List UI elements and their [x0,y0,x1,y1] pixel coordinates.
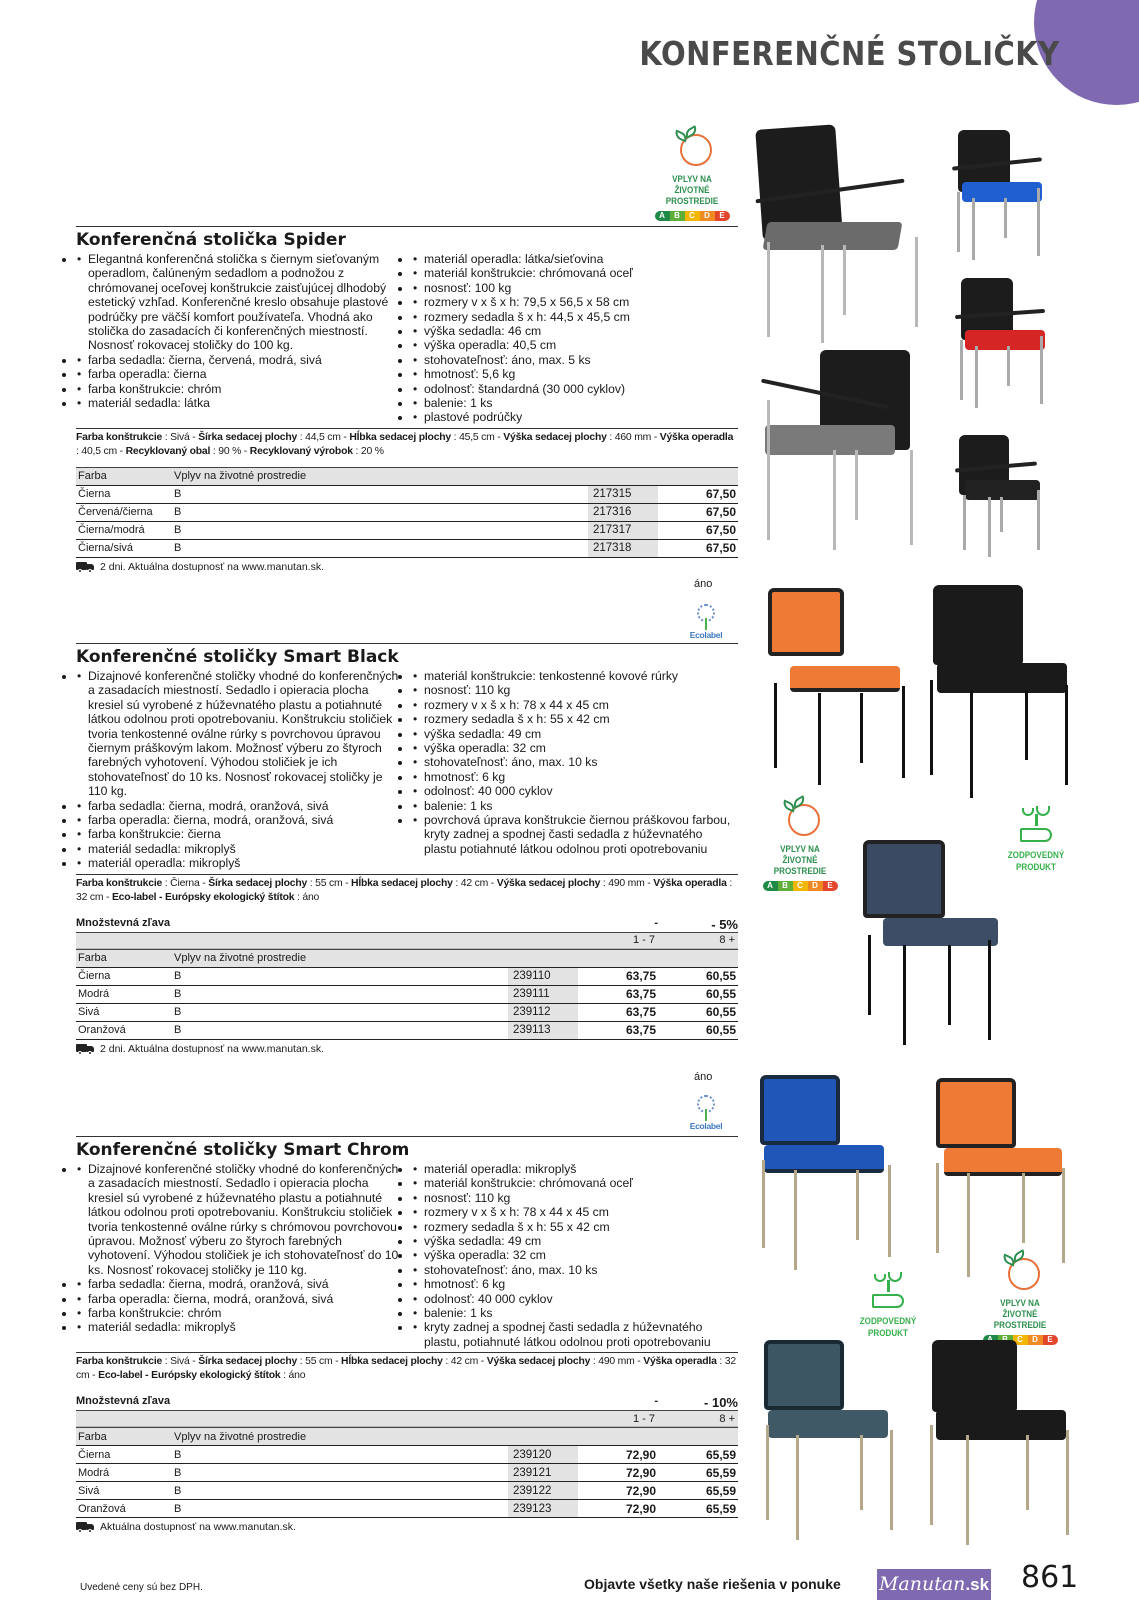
table-row: Sivá B 239112 63,75 60,55 [78,1005,736,1020]
vat-note: Uvedené ceny sú bez DPH. [80,1582,203,1593]
price-table: Farba Vplyv na životné prostredie Čierna B 239110 63,75 60,55 Modrá B 239111 63,75 60,55 Sivá B 239112 63,75 60,55 Oranžová B 239113 63,75 60,55 [76,949,738,1040]
product-title: Konferenčné stoličky Smart Black [76,647,399,667]
product-code[interactable]: 239123 [508,1500,578,1518]
chair-image-smart-black [925,585,1075,795]
table-row: Čierna/sivá B 217318 67,50 [78,541,736,556]
table-row: Modrá B 239111 63,75 60,55 [78,987,736,1002]
chair-image-chrom-black [926,1340,1076,1550]
truck-icon [76,1522,94,1532]
responsible-product-badge: ZODPOVEDNÝ PRODUKT [848,1272,928,1340]
features-right: • • materiál konštrukcie: tenkostenné kovové rúrky • • nosnosť: 110 kg • • rozmery v x š x h: 78 x 44 x 45 cm • • rozmery sedadla š x h: 55 x 42 cm • • výška sedadla: 49 cm • • výška operadla: 32 cm • • stohovateľnosť: áno, max. 10 ks • • hmotnosť: 6 kg • • odolnosť: 40 000 cyklov • • balenie: 1 ks • • povrchová úprava konštrukcie čiernou práškovou farbou, kryty zadnej a spodnej časti sedadla z húževnatého plastu potiahnuté látkou odolnou proti opotrebovaniu [412,669,738,871]
ecolabel-badge: Ecolabel [686,1095,726,1131]
quantity-discount: Množstevná zľava - - 10% [76,1395,738,1411]
chair-image-spider-blue [952,130,1052,265]
features-left: • • Elegantná konferenčná stolička s čiernym sieťovaným operadlom, čalúneným sedadlom a podnožou z chrómovanej oceľovej konštrukcie zaisťujúcej dlhodobý estetický vzhľad. Konferenčné kreslo obsahuje plastové podrúčky pre väčší komfort používateľa. Vhodná ako stolička do zasadacích či konferenčných miestností. Nosnosť rokovacej stoličky do 100 kg. • • farba sedadla: čierna, červená, modrá, sivá • • farba operadla: čierna • • farba konštrukcie: chróm • • materiál sedadla: látka [76,252,412,425]
table-row: Oranžová B 239113 63,75 60,55 [78,1023,736,1038]
table-row: Čierna/modrá B 217317 67,50 [78,523,736,538]
product-code[interactable]: 239110 [508,967,578,985]
eco-impact-badge: VPLYV NA ŽIVOTNÉ PROSTREDIE A B C D E [644,128,740,221]
manutan-logo[interactable]: Manutan.sk [877,1569,991,1600]
product-title: Konferenčné stoličky Smart Chrom [76,1140,410,1160]
table-row: Červená/čierna B 217316 67,50 [78,505,736,520]
product-section-spider [76,226,738,573]
features-right: • • materiál operadla: mikroplyš • • materiál konštrukcie: chrómovaná oceľ • • nosnosť: 110 kg • • rozmery v x š x h: 78 x 44 x 45 cm • • rozmery sedadla š x h: 55 x 42 cm • • výška sedadla: 49 cm • • výška operadla: 32 cm • • stohovateľnosť: áno, max. 10 ks • • hmotnosť: 6 kg • • odolnosť: 40 000 cyklov • • balenie: 1 ks • • kryty zadnej a spodnej časti sedadla z húževnatého plastu, potiahnuté látkou odolnou proti opotrebovaniu [412,1162,738,1349]
product-code[interactable]: 217317 [588,521,658,539]
ecolabel-badge: Ecolabel [686,604,726,640]
table-row: Oranžová B 239123 72,90 65,59 [78,1501,736,1516]
chair-image-chrom-orange [932,1078,1072,1278]
product-code[interactable]: 239111 [508,985,578,1003]
chair-image-spider-grey-back [755,350,915,550]
eu-flower-icon [694,604,718,630]
product-code[interactable]: 239113 [508,1021,578,1039]
chair-image-spider-red [955,278,1055,413]
delivery-info: 2 dni. Aktuálna dostupnosť na www.manutan.sk. [76,561,738,573]
product-code[interactable]: 239121 [508,1464,578,1482]
eco-impact-badge: VPLYV NA ŽIVOTNÉ PROSTREDIE A B C D E [752,798,848,891]
truck-icon [76,1044,94,1054]
chair-image-smart-orange [760,588,900,778]
spec-line: Farba konštrukcie : Čierna - Šírka sedacej plochy : 55 cm - Hĺbka sedacej plochy : 42 cm - Výška sedacej plochy : 490 mm - Výška operadla : 32 cm - Eco-label - Európsky ekologický štítok : áno [76,874,738,905]
product-code[interactable]: 217316 [588,503,658,521]
ecolabel-value: áno [694,1071,713,1083]
eco-impact-badge: VPLYV NA ŽIVOTNÉ PROSTREDIE C D E [972,1252,1068,1345]
globe-leaf-icon [998,1252,1042,1292]
product-code[interactable]: 217315 [588,485,658,503]
delivery-info: 2 dni. Aktuálna dostupnosť na www.manutan.sk. [76,1043,738,1055]
table-row: Čierna B 239110 63,75 60,55 [78,969,736,984]
eco-scale: A B C D E [644,211,740,221]
product-section-smart-chrom [76,1136,738,1533]
product-code[interactable]: 239112 [508,1003,578,1021]
sprout-hand-icon [868,1272,908,1312]
responsible-product-badge: ZODPOVEDNÝ PRODUKT [996,806,1076,874]
globe-leaf-icon [778,798,822,838]
table-row: Čierna B 239120 72,90 65,59 [78,1447,736,1462]
chair-image-chrom-blue [756,1075,896,1265]
quantity-tiers: 1 - 7 8 + [76,1410,738,1427]
page-title: KONFERENČNÉ STOLIČKY [639,34,1060,73]
chair-image-spider-black [955,435,1050,560]
page-number: 861 [1021,1560,1079,1595]
truck-icon [76,562,94,572]
chair-image-chrom-grey [760,1340,900,1540]
spec-line: Farba konštrukcie : Sivá - Šírka sedacej plochy : 44,5 cm - Hĺbka sedacej plochy : 45,5 cm - Výška sedacej plochy : 460 mm - Výška operadla : 40,5 cm - Recyklovaný obal : 90 % - Recyklovaný výrobok : 20 % [76,428,738,459]
delivery-info: Aktuálna dostupnosť na www.manutan.sk. [76,1521,738,1533]
globe-leaf-icon [670,128,714,168]
product-code[interactable]: 239120 [508,1446,578,1464]
price-table: Farba Vplyv na životné prostredie Čierna B 217315 67,50 Červená/čierna B 217316 67,50 Čierna/modrá B 217317 67,50 Čierna/sivá B 217318 67,50 [76,467,738,558]
table-row: Modrá B 239121 72,90 65,59 [78,1465,736,1480]
table-row: Sivá B 239122 72,90 65,59 [78,1483,736,1498]
product-code[interactable]: 239122 [508,1482,578,1500]
eu-flower-icon [694,1095,718,1121]
footer-cta: Objavte všetky naše riešenia v ponuke [584,1576,841,1592]
features-right: • • materiál operadla: látka/sieťovina • • materiál konštrukcie: chrómovaná oceľ • • nosnosť: 100 kg • • rozmery v x š x h: 79,5 x 56,5 x 58 cm • • rozmery sedadla š x h: 44,5 x 45,5 cm • • výška sedadla: 46 cm • • výška operadla: 40,5 cm • • stohovateľnosť: áno, max. 5 ks • • hmotnosť: 5,6 kg • • odolnosť: štandardná (30 000 cyklov) • • balenie: 1 ks • • plastové podrúčky [412,252,738,425]
spec-line: Farba konštrukcie : Sivá - Šírka sedacej plochy : 55 cm - Hĺbka sedacej plochy : 42 cm - Výška sedacej plochy : 490 mm - Výška operadla : 32 cm - Eco-label - Európsky ekologický štítok : áno [76,1352,738,1383]
features-left: • • Dizajnové konferenčné stoličky vhodné do konferenčných a zasadacích miestností. Sedadlo i opieracia plocha kresiel sú vyrobené z húževnatého plastu a potiahnuté látkou odolnou proti opotrebovaniu. Konštrukciu stoličiek tvoria tenkostenné oválne rúrky s chrómovou povrchovou úpravou. Možnosť výberu zo štyroch farebných vyhotovení. Výhodou stoličiek je ich stohovateľnosť do 10 ks. Nosnosť rokovacej stoličky je 110 kg. • • farba sedadla: čierna, modrá, oranžová, sivá • • farba operadla: čierna, modrá, oranžová, sivá • • farba konštrukcie: chróm • • materiál sedadla: mikroplyš [76,1162,412,1349]
quantity-tiers: 1 - 7 8 + [76,932,738,949]
quantity-discount: Množstevná zľava - - 5% [76,916,738,932]
chair-image-spider-grey-large [755,127,915,342]
sprout-hand-icon [1016,806,1056,846]
product-code[interactable]: 217318 [588,539,658,557]
ecolabel-value: áno [694,578,713,590]
product-title: Konferenčná stolička Spider [76,230,346,250]
table-row: Čierna B 217315 67,50 [78,487,736,502]
features-left: • • Dizajnové konferenčné stoličky vhodné do konferenčných a zasadacích miestností. Sedadlo i opieracia plocha kresiel sú vyrobené z húževnatého plastu a potiahnuté látkou odolnou proti opotrebovaniu. Konštrukciu stoličiek tvoria tenkostenné oválne rúrky s povrchovou úpravou čiernym práškovým lakom. Možnosť výberu zo štyroch farebných vyhotovení. Výhodou stoličiek je ich stohovateľnosť do 10 ks. Nosnosť rokovacej stoličky je 110 kg. • • farba sedadla: čierna, modrá, oranžová, sivá • • farba operadla: čierna, modrá, oranžová, sivá • • farba konštrukcie: čierna • • materiál sedadla: mikroplyš • • materiál operadla: mikroplyš [76,669,412,871]
price-table: Farba Vplyv na životné prostredie Čierna B 239120 72,90 65,59 Modrá B 239121 72,90 65,59 Sivá B 239122 72,90 65,59 Oranžová B 239123 72,90 65,59 [76,1427,738,1518]
product-section-smart-black [76,643,738,1055]
chair-image-smart-grey [858,840,998,1050]
